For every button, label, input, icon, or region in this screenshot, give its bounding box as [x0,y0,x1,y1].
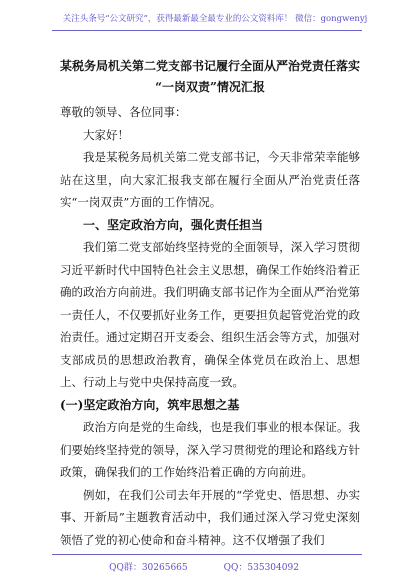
header-divider [52,30,362,31]
footer-qq: QQ：535304092 [223,563,299,573]
document-title-line1: 某税务局机关第二党支部书记履行全面从严治党责任落实 [60,59,361,73]
document-body [60,50,360,551]
greeting: 大家好！ [83,127,129,142]
footer-divider [52,554,362,555]
intro-paragraph: 我是某税务局机关第二党支部书记，今天非常荣幸能够站在这里，向大家汇报我支部在履行全面从严治党责任落实“一岗双责”方面的工作情况。 [60,150,360,209]
page-footer [0,548,408,580]
subsection1-paragraph1: 政治方向是党的生命线，也是我们事业的根本保证。我们要始终坚持党的领导，深入学习贯彻党的理论和路线方针政策，确保我们的工作始终沿着正确的方向前进。 [60,420,360,479]
section1-heading: 一、坚定政治方向，强化责任担当 [83,217,264,232]
subsection1-heading: (一)坚定政治方向，筑牢思想之基 [60,397,240,412]
section1-paragraph: 我们第二党支部始终坚持党的全面领导，深入学习贯彻习近平新时代中国特色社会主义思想，确保工作始终沿着正确的政治方向前进。我们明确支部书记作为全面从严治党第一责任人，不仅要抓好业务工作，更要担负起管党治党的政治责任。通过定期召开支委会、组织生活会等方式，加强对支部成员的思想政治教育，确保全体党员在政治上、思想上、行动上与党中央保持高度一致。 [60,240,360,389]
header-banner: 关注头条号“公文研究”，获得最新最全最专业的公文资料库！ 微信：gongwenyj [62,14,368,24]
footer-contacts [0,560,408,573]
footer-qq-group: QQ群：30265665 [109,563,188,573]
document-title-line2: “一岗双责”情况汇报 [155,80,265,94]
subsection1-paragraph2: 例如，在我们公司去年开展的“学党史、悟思想、办实事、开新局”主题教育活动中，我们通过深入学习党史深刻领悟了党的初心使命和奋斗精神。这不仅增强了我们 [60,487,360,547]
salutation: 尊敬的领导、各位同事： [60,105,187,119]
page-header [0,0,408,42]
